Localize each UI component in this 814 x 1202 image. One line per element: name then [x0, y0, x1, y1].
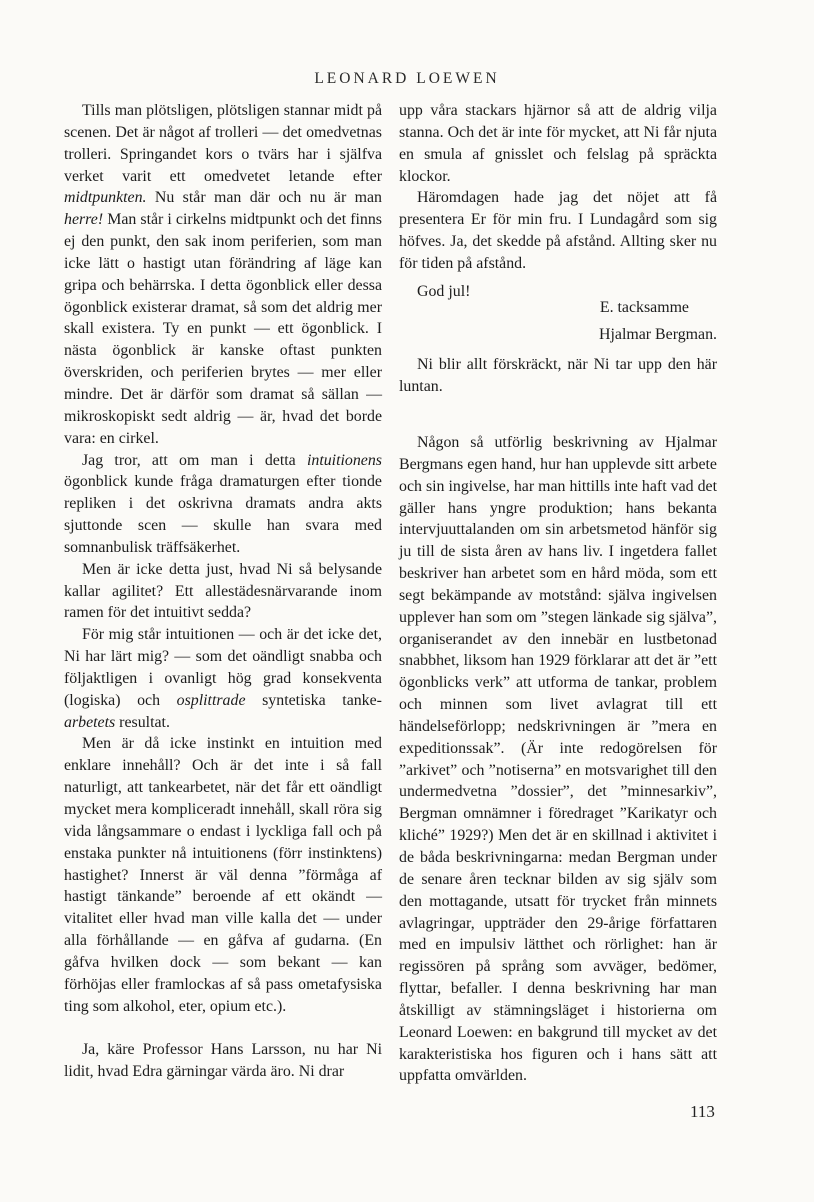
- signature-line-2: Hjalmar Bergman.: [599, 326, 717, 344]
- text-run: syntetiska tanke-: [245, 691, 382, 709]
- italic-run: arbetets: [64, 713, 116, 731]
- left-paragraph-1: [64, 100, 382, 450]
- signature-line-1: E. tacksamme: [599, 298, 689, 316]
- left-paragraph-5: Men är då icke instinkt en intuition med enklare innehåll? Och är det inte i så fall naturligt, att tankearbetet, när det får ett oändligt mycket mera kompliceradt innehåll, skall röra sig vida långsammare o endast i lyckliga fall och på enstaka punkter nå intuitionens (förr instinktens) hastighet? Innerst är väl denna ”förmåga af hastigt tänkande” beroende af ett okändt — vitalitet eller hvad man ville kalla det — under alla förhållande — en gåfva af gudarna. (En gåfva hvilken dock — som bekant — kan förhöjas eller framlockas af så pass ometafysiska ting som alkohol, eter, opium etc.).: [64, 735, 382, 1015]
- text-run: resultat.: [115, 713, 170, 731]
- italic-run: herre!: [64, 211, 104, 229]
- page-number: 113: [690, 1102, 715, 1121]
- right-paragraph-1: upp våra stackars hjärnor så att de aldrig vilja stanna. Och det är inte för mycket, att Ni får njuta en smula af gnisslet och felslag på spräckta klockor.: [399, 102, 717, 185]
- text-run: För mig står intuitionen — och är det icke det, Ni har lärt mig? — som det oändligt snabba och följaktligen i ovanligt hög grad konsekventa (logiska) och: [64, 626, 382, 709]
- left-column: [64, 100, 382, 1083]
- text-run: ögonblick kunde fråga dramaturgen efter tionde repliken i det oskrivna dramats andra akts sjuttonde scen — skulle han svara med somnanbulisk träffsäkerhet.: [64, 473, 382, 556]
- left-paragraph-6: Ja, käre Professor Hans Larsson, nu har Ni lidit, hvad Edra gärningar värda äro. Ni drar: [64, 1041, 382, 1081]
- right-paragraph-4: Någon så utförlig beskrivning av Hjalmar Bergmans egen hand, hur han upplevde sitt arbete och sin ingivelse, har man hittills inte haft vad det gäller hans yngre produktion; hans bekanta intervjuuttalanden om sin arbetsmetod hänför sig ju till de sista åren av hans liv. I ingetdera fallet beskriver han arbetet som en hård möda, som ett segt bekämpande av motstånd: själva ingivelsen upplever han som om ”stegen länkade sig själva”, organiserandet av den innebär en lustbetonad snabbhet, liksom han 1929 förklarar att det är ”ett ögonblicks verk” att utforma de tankar, problem och minnen som livet avlagrat till ett händelseförlopp; nedskrivningen är ”mera en expeditionssak”. (Är inte redogörelsen för ”arkivet” och ”notiserna” en motsvarighet till den undermedvetna ”dossier”, det ”minnesarkiv”, Bergman omnämner i föredraget ”Karikatyr och kliché” 1929?) Men det är en skillnad i aktivitet i de båda beskrivningarna: medan Bergman under de senare åren tecknar bilden av sig själv som den mottagande, utsatt för trycket från minnets avlagringar, uppträder den 29-årige författaren med en impulsiv lätthet och rörlighet: han är regissören på språng som avväger, bedömer, flyttar, befaller. I denna beskrivning har man åtskilligt av stämningsläget i historierna om Leonard Loewen: en bakgrund till mycket av det karakteristiska hos figuren och i hans sätt att uppfatta omvärlden.: [399, 433, 717, 1085]
- right-column: [399, 100, 717, 1087]
- italic-run: midtpunkten.: [64, 189, 147, 207]
- greeting: God jul!: [417, 282, 471, 300]
- left-paragraph-3: Men är icke detta just, hvad Ni så belysande kallar agilitet? Ett allestädesnärvarande inom ramen för det intuitivt sedda?: [64, 560, 382, 622]
- left-paragraph-4: [64, 624, 382, 733]
- italic-run: osplittrade: [176, 691, 246, 709]
- right-paragraph-2: Häromdagen hade jag det nöjet att få presentera Er för min fru. I Lundagård som sig höfves. Ja, det skedde på afstånd. Allting sker nu för tiden på afstånd.: [399, 189, 717, 272]
- left-paragraph-2: [64, 450, 382, 559]
- running-head: LEONARD LOEWEN: [314, 70, 500, 87]
- spacer: [399, 398, 717, 432]
- italic-run: intuitionens: [306, 451, 382, 469]
- spacer: [64, 1017, 382, 1039]
- text-run: Jag tror, att om man i detta: [82, 451, 307, 469]
- text-run: Nu står man där och nu är man: [146, 189, 382, 207]
- right-paragraph-3: Ni blir allt förskräckt, när Ni tar upp den här luntan.: [399, 356, 717, 396]
- text-run: Man står i cirkelns midtpunkt och det finns ej den punkt, den sak inom periferien, som man icke lätt o hastigt utan förändring af läge kan gripa och behärrska. I detta ögonblick eller dessa ögonblick existerar dramat, så som det aldrig mer skall existera. Ty en punkt — ett ögonblick. I nästa ögonblick är kanske oftast punkten överskriden, och periferien brytes — mer eller mindre. Det är därför som dramat så sällan — mikroskopiskt sedt aldrig — är, hvad det borde vara: en cirkel.: [64, 211, 382, 447]
- text-run: Tills man plötsligen, plötsligen stannar midt på scenen. Det är något af trolleri — det omedvetnas trolleri. Springandet kors o tvärs har i själfva verket varit ett omedvetet letande efter: [64, 102, 382, 185]
